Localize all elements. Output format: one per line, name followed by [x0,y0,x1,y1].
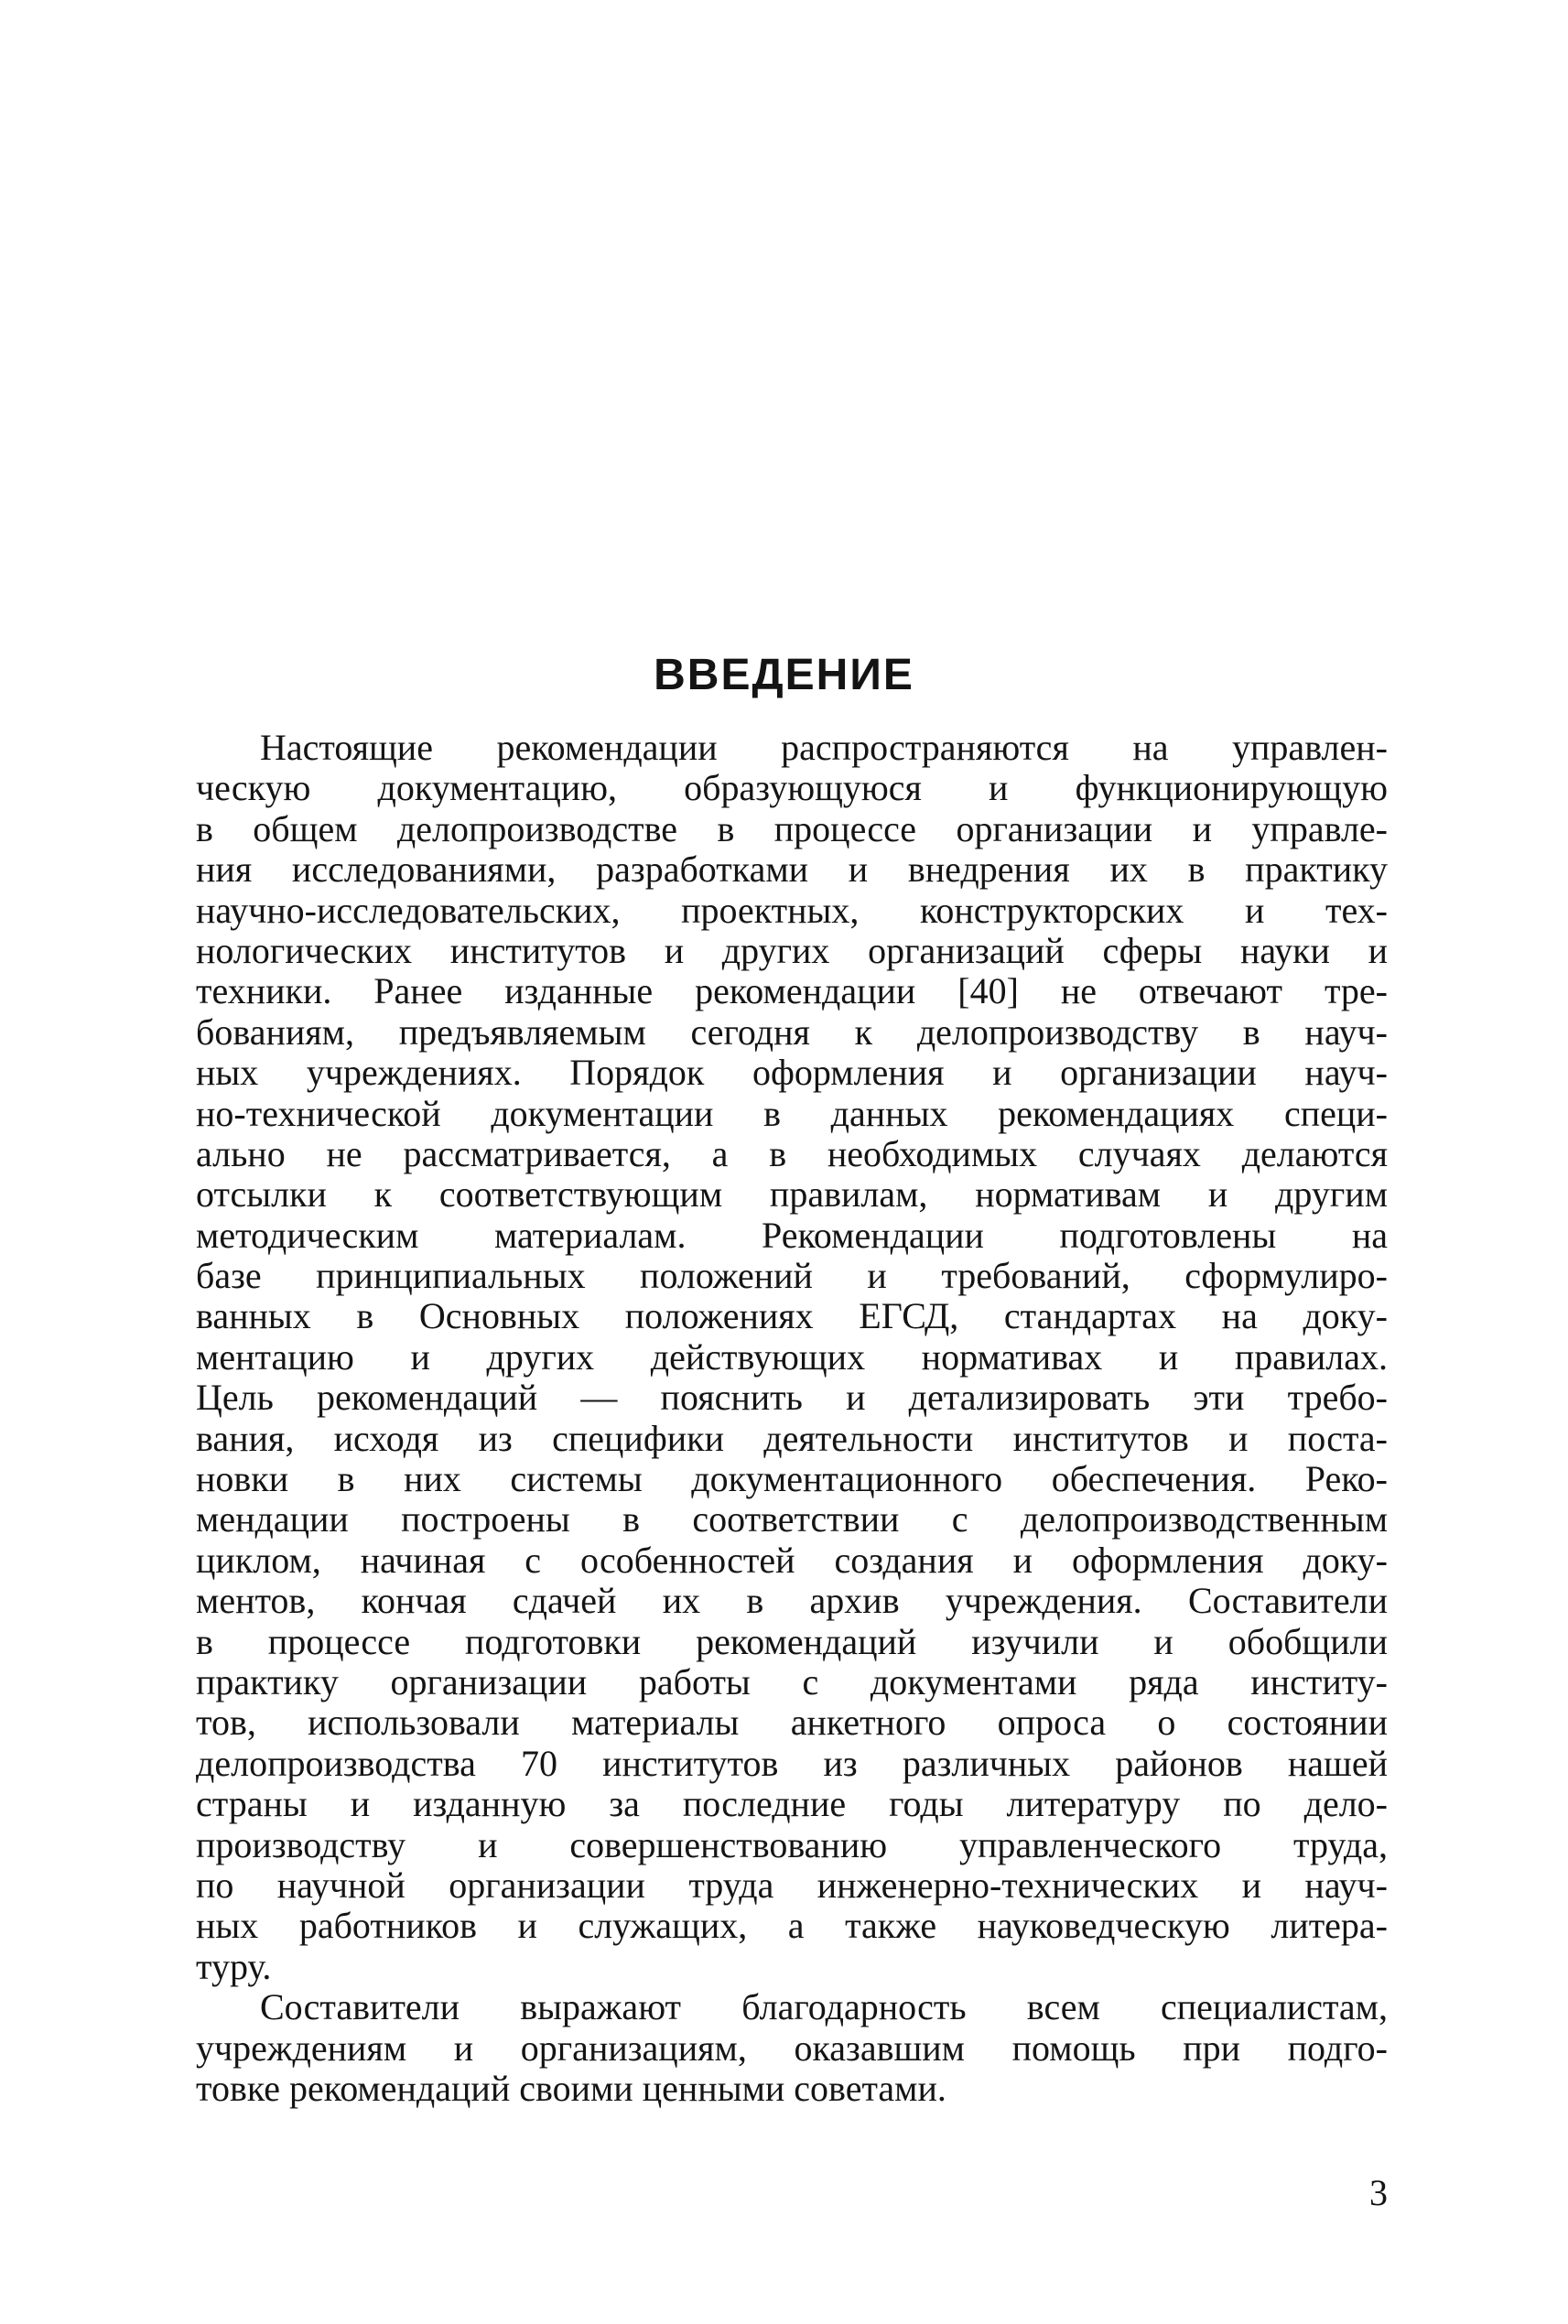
text-line: ально не рассматривается, а в необходимых случаях делаются [196,1133,1388,1174]
text-line: техники. Ранее изданные рекомендации [40] не отвечают тре- [196,971,1388,1012]
text-line: учреждениям и организациям, оказавшим помощь при подго- [196,2027,1388,2069]
text-line: отсылки к соответствующим правилам, нормативам и другим [196,1174,1388,1216]
text-line: производству и совершенствованию управленческого труда, [196,1824,1388,1865]
text-line: бованиям, предъявляемым сегодня к делопроизводству в науч- [196,1011,1388,1053]
text-line: ния исследованиями, разработками и внедрения их в практику [196,849,1388,891]
text-line: научно-исследовательских, проектных, конструкторских и тех- [196,890,1388,931]
text-line: ных работников и служащих, а также науковедческую литера- [196,1906,1388,1947]
text-line: ментацию и других действующих нормативах и правилах. [196,1336,1388,1378]
text-line: туру. [196,1946,272,1987]
text-line: методическим материалам. Рекомендации подготовлены на [196,1215,1388,1256]
text-line: мендации построены в соответствии с делопроизводственным [196,1499,1388,1540]
paragraph-2 [196,1987,1388,2109]
text-line: товке рекомендаций своими ценными советами. [196,2068,946,2109]
paragraph-1 [196,728,1388,1987]
page-title: ВВЕДЕНИЕ [654,651,914,699]
text-line: тов, использовали материалы анкетного опроса о состоянии [196,1702,1388,1744]
text-line: вания, исходя из специфики деятельности институтов и поста- [196,1418,1388,1459]
text-line: ванных в Основных положениях ЕГСД, стандартах на доку- [196,1296,1388,1337]
text-line: Составители выражают благодарность всем специалистам, [260,1987,1388,2028]
text-line: практику организации работы с документами ряда институ- [196,1661,1388,1702]
text-line: ческую документацию, образующуюся и функционирующую [196,768,1388,809]
text-line: в процессе подготовки рекомендаций изучили и обобщили [196,1621,1388,1662]
body-text [196,728,1388,2109]
text-line: в общем делопроизводстве в процессе организации и управле- [196,808,1388,849]
text-line: ментов, кончая сдачей их в архив учреждения. Составители [196,1581,1388,1622]
text-line: Настоящие рекомендации распространяются на управлен- [260,728,1388,768]
text-line: новки в них системы документационного обеспечения. Реко- [196,1459,1388,1500]
text-line: по научной организации труда инженерно-технических и науч- [196,1865,1388,1906]
text-line: страны и изданную за последние годы литературу по дело- [196,1784,1388,1825]
text-line: циклом, начиная с особенностей создания и оформления доку- [196,1540,1388,1581]
page-number: 3 [1369,2172,1388,2213]
text-line: делопроизводства 70 институтов из различных районов нашей [196,1743,1388,1784]
text-line: Цель рекомендаций — пояснить и детализировать эти требо- [196,1378,1388,1419]
text-line: ных учреждениях. Порядок оформления и организации науч- [196,1053,1388,1094]
text-line: но-технической документации в данных рекомендациях специ- [196,1093,1388,1134]
text-line: нологических институтов и других организаций сферы науки и [196,930,1388,971]
text-line: базе принципиальных положений и требований, сформулиро- [196,1256,1388,1297]
